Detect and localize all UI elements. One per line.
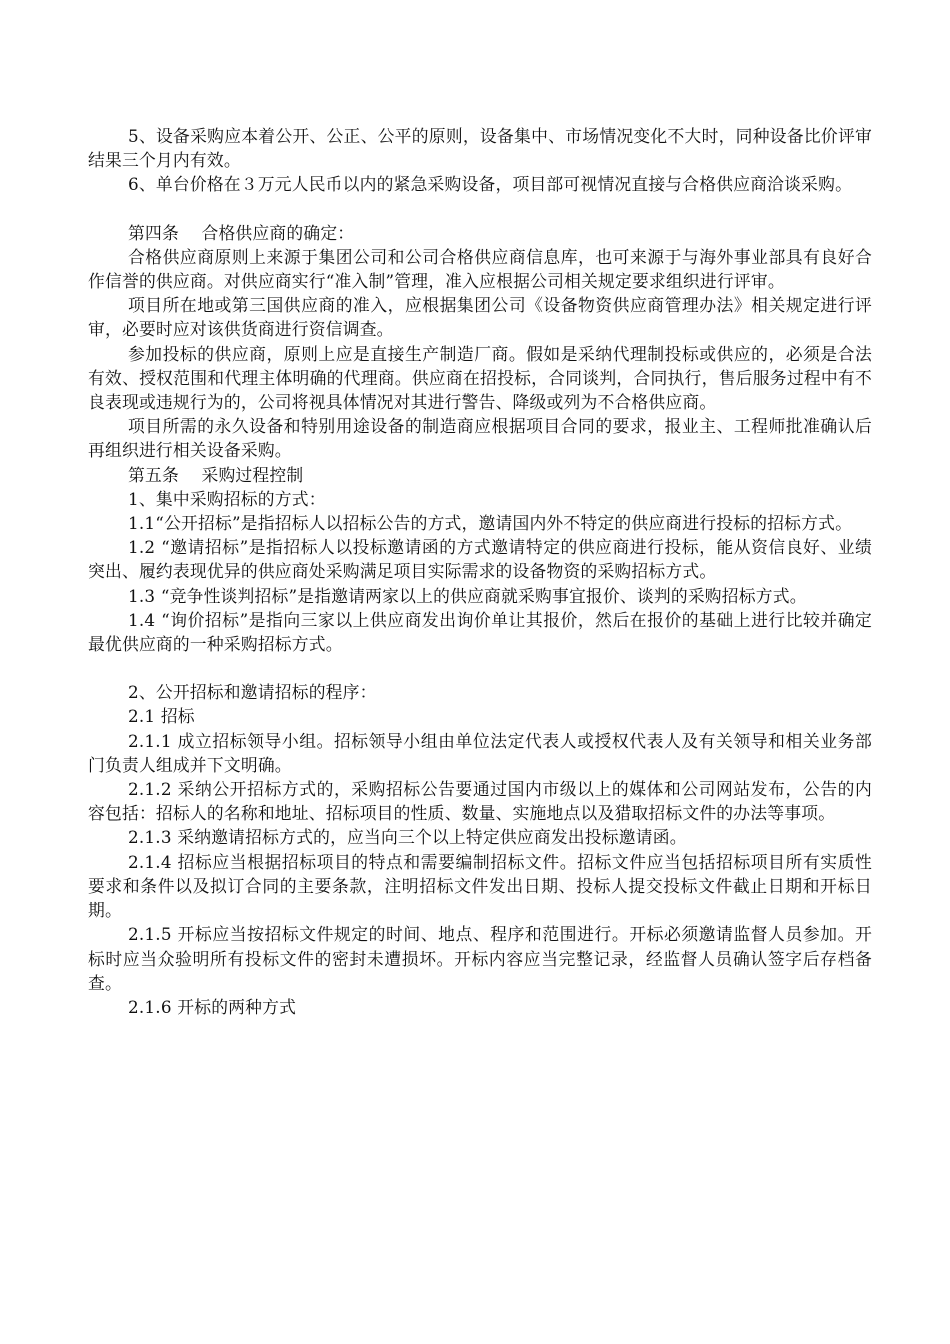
paragraph-local-supplier: 项目所在地或第三国供应商的准入，应根据集团公司《设备物资供应商管理办法》相关规定进行评审，必要时应对该供货商进行资信调查。	[88, 295, 872, 340]
paragraph-2-1-5: 2.1.5 开标应当按招标文件规定的时间、地点、程序和范围进行。开标必须邀请监督人员参加。开标时应当众验明所有投标文件的密封未遭损坏。开标内容应当完整记录，经监督人员确认签字后存档备查。	[88, 924, 872, 993]
paragraph-1-3: 1.3 “竞争性谈判招标”是指邀请两家以上的供应商就采购事宜报价、谈判的采购招标方式。	[128, 585, 807, 606]
paragraph-1-4: 1.4 “询价招标”是指向三家以上供应商发出询价单让其报价，然后在报价的基础上进行比较并确定最优供应商的一种采购招标方式。	[88, 609, 872, 655]
article-4-heading: 第四条 合格供应商的确定：	[128, 222, 355, 243]
paragraph-5: 5、设备采购应本着公开、公正、公平的原则，设备集中、市场情况变化不大时，同种设备比价评审结果三个月内有效。	[88, 126, 872, 171]
paragraph-2-1: 2.1 招标	[128, 706, 195, 727]
paragraph-2-1-3: 2.1.3 采纳邀请招标方式的，应当向三个以上特定供应商发出投标邀请函。	[128, 827, 687, 848]
paragraph-1-1: 1.1“公开招标”是指招标人以招标公告的方式，邀请国内外不特定的供应商进行投标的招标方式。	[128, 513, 853, 534]
paragraph-2-1-4: 2.1.4 招标应当根据招标项目的特点和需要编制招标文件。招标文件应当包括招标项目所有实质性要求和条件以及拟订合同的主要条款，注明招标文件发出日期、投标人提交投标文件截止日期和开标日期。	[88, 851, 872, 921]
paragraph-2-1-1: 2.1.1 成立招标领导小组。招标领导小组由单位法定代表人或授权代表人及有关领导和相关业务部门负责人组成并下文明确。	[88, 730, 872, 775]
paragraph-bidding-supplier: 参加投标的供应商，原则上应是直接生产制造厂商。假如是采纳代理制投标或供应的，必须是合法有效、授权范围和代理主体明确的代理商。供应商在招投标，合同谈判，合同执行，售后服务过程中有不良表现或违规行为的，公司将视具体情况对其进行警告、降级或列为不合格供应商。	[88, 343, 872, 413]
paragraph-bidding-methods: 1、集中采购招标的方式：	[128, 488, 326, 509]
paragraph-permanent-equipment: 项目所需的永久设备和特别用途设备的制造商应根据项目合同的要求，报业主、工程师批准确认后再组织进行相关设备采购。	[88, 416, 872, 461]
paragraph-2-1-6: 2.1.6 开标的两种方式	[128, 996, 297, 1017]
paragraph-2-1-2: 2.1.2 采纳公开招标方式的，采购招标公告要通过国内市级以上的媒体和公司网站发布，公告的内容包括：招标人的名称和地址、招标项目的性质、数量、实施地点以及猎取招标文件的办法等事项。	[88, 779, 872, 824]
document-body	[88, 124, 872, 1019]
paragraph-2: 2、公开招标和邀请招标的程序：	[128, 682, 377, 703]
blank-line	[88, 197, 872, 221]
paragraph-1-2: 1.2 “邀请招标”是指招标人以投标邀请函的方式邀请特定的供应商进行投标，能从资信良好、业绩突出、履约表现优异的供应商处采购满足项目实际需求的设备物资的采购招标方式。	[88, 537, 872, 582]
paragraph-6: 6、单台价格在３万元人民币以内的紧急采购设备，项目部可视情况直接与合格供应商洽谈采购。	[128, 174, 853, 195]
article-5-heading: 第五条 采购过程控制	[128, 464, 304, 485]
blank-line	[88, 656, 872, 680]
paragraph-supplier-source: 合格供应商原则上来源于集团公司和公司合格供应商信息库，也可来源于与海外事业部具有良好合作信誉的供应商。对供应商实行“准入制”管理，准入应根据公司相关规定要求组织进行评审。	[88, 246, 872, 292]
